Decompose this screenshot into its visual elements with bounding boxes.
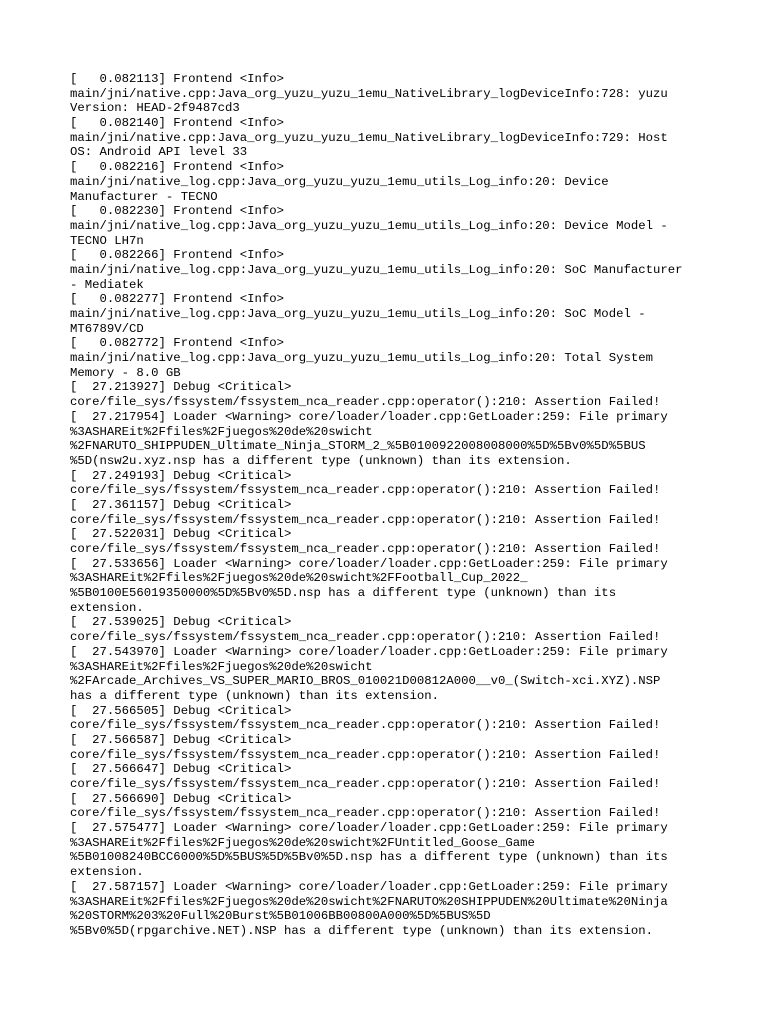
log-line: core/file_sys/fssystem/fssystem_nca_reader.cpp:operator():210: Assertion Failed! xyxy=(70,630,661,645)
log-line: %5Bv0%5D(rpgarchive.NET).NSP has a different type (unknown) than its extension. xyxy=(70,923,653,938)
log-line: [ 0.082113] Frontend <Info> xyxy=(70,72,285,86)
log-line: Manufacturer - TECNO xyxy=(70,189,218,204)
log-line: [ 27.213927] Debug <Critical> xyxy=(70,380,292,395)
log-line: %2FNARUTO_SHIPPUDEN_Ultimate_Ninja_STORM_2_%5B0100922008008000%5D%5Bv0%5D%5BUS xyxy=(70,439,646,454)
log-line: [ 27.522031] Debug <Critical> xyxy=(70,527,292,542)
log-line: - Mediatek xyxy=(70,277,144,292)
log-line: %3ASHAREit%2Ffiles%2Fjuegos%20de%20swicht%2FFootball_Cup_2022_ xyxy=(70,571,528,586)
log-line: extension. xyxy=(70,865,144,880)
log-line: [ 0.082266] Frontend <Info> xyxy=(70,248,285,263)
log-line: main/jni/native_log.cpp:Java_org_yuzu_yuzu_1emu_utils_Log_info:20: SoC Model - xyxy=(70,307,646,321)
log-line: main/jni/native_log.cpp:Java_org_yuzu_yuzu_1emu_utils_Log_info:20: Device Model - xyxy=(70,218,668,233)
log-line: [ 27.543970] Loader <Warning> core/loader/loader.cpp:GetLoader:259: File primary xyxy=(70,644,668,659)
log-line: main/jni/native_log.cpp:Java_org_yuzu_yuzu_1emu_utils_Log_info:20: Device xyxy=(70,174,609,189)
log-line: main/jni/native_log.cpp:Java_org_yuzu_yuzu_1emu_utils_Log_info:20: Total System xyxy=(70,351,653,366)
log-line: [ 27.587157] Loader <Warning> core/loader/loader.cpp:GetLoader:259: File primary xyxy=(70,879,668,894)
log-line: %2FArcade_Archives_VS_SUPER_MARIO_BROS_010021D00812A000__v0_(Switch-xci.XYZ).NSP xyxy=(70,674,661,689)
log-line: core/file_sys/fssystem/fssystem_nca_reader.cpp:operator():210: Assertion Failed! xyxy=(70,483,661,498)
log-line: core/file_sys/fssystem/fssystem_nca_reader.cpp:operator():210: Assertion Failed! xyxy=(70,512,661,527)
log-line: %5D(nsw2u.xyz.nsp has a different type (unknown) than its extension. xyxy=(70,453,572,468)
log-line: %5B01008240BCC6000%5D%5BUS%5D%5Bv0%5D.nsp has a different type (unknown) than its xyxy=(70,850,668,865)
log-line: [ 0.082772] Frontend <Info> xyxy=(70,336,285,351)
log-line: OS: Android API level 33 xyxy=(70,145,248,160)
log-line: main/jni/native.cpp:Java_org_yuzu_yuzu_1emu_NativeLibrary_logDeviceInfo:729: Host xyxy=(70,130,668,145)
log-line: [ 27.566587] Debug <Critical> xyxy=(70,732,292,747)
log-line: extension. xyxy=(70,600,144,615)
log-line: core/file_sys/fssystem/fssystem_nca_reader.cpp:operator():210: Assertion Failed! xyxy=(70,542,661,556)
log-line: [ 27.533656] Loader <Warning> core/loader/loader.cpp:GetLoader:259: File primary xyxy=(70,556,668,571)
log-document xyxy=(70,72,760,939)
log-line: main/jni/native.cpp:Java_org_yuzu_yuzu_1emu_NativeLibrary_logDeviceInfo:728: yuzu xyxy=(70,86,668,101)
log-line: core/file_sys/fssystem/fssystem_nca_reader.cpp:operator():210: Assertion Failed! xyxy=(70,395,661,410)
log-line: [ 0.082216] Frontend <Info> xyxy=(70,160,285,175)
log-line: [ 27.361157] Debug <Critical> xyxy=(70,497,292,512)
log-line: [ 0.082277] Frontend <Info> xyxy=(70,292,285,307)
log-line: core/file_sys/fssystem/fssystem_nca_reader.cpp:operator():210: Assertion Failed! xyxy=(70,718,661,733)
log-line: MT6789V/CD xyxy=(70,321,144,336)
log-line: Version: HEAD-2f9487cd3 xyxy=(70,101,240,116)
log-line: [ 27.575477] Loader <Warning> core/loader/loader.cpp:GetLoader:259: File primary xyxy=(70,821,668,836)
log-line: [ 27.539025] Debug <Critical> xyxy=(70,615,292,630)
log-line: [ 27.566505] Debug <Critical> xyxy=(70,703,292,718)
log-line: %3ASHAREit%2Ffiles%2Fjuegos%20de%20swicht xyxy=(70,659,373,674)
log-line: [ 27.566647] Debug <Critical> xyxy=(70,762,292,777)
log-line: [ 0.082140] Frontend <Info> xyxy=(70,116,285,131)
log-line: %3ASHAREit%2Ffiles%2Fjuegos%20de%20swicht xyxy=(70,424,373,439)
log-line: [ 27.566690] Debug <Critical> xyxy=(70,791,292,806)
log-line: %3ASHAREit%2Ffiles%2Fjuegos%20de%20swicht%2FUntitled_Goose_Game xyxy=(70,835,535,850)
log-line: has a different type (unknown) than its extension. xyxy=(70,688,439,703)
log-line: core/file_sys/fssystem/fssystem_nca_reader.cpp:operator():210: Assertion Failed! xyxy=(70,747,661,762)
log-line: [ 27.217954] Loader <Warning> core/loader/loader.cpp:GetLoader:259: File primary xyxy=(70,409,668,424)
log-line: [ 0.082230] Frontend <Info> xyxy=(70,204,285,219)
log-line: Memory - 8.0 GB xyxy=(70,365,181,380)
log-line: %5B0100E56019350000%5D%5Bv0%5D.nsp has a different type (unknown) than its xyxy=(70,586,617,601)
log-line: core/file_sys/fssystem/fssystem_nca_reader.cpp:operator():210: Assertion Failed! xyxy=(70,806,661,821)
log-line: TECNO LH7n xyxy=(70,233,144,248)
log-line: %3ASHAREit%2Ffiles%2Fjuegos%20de%20swicht%2FNARUTO%20SHIPPUDEN%20Ultimate%20Ninja xyxy=(70,894,668,909)
log-line: [ 27.249193] Debug <Critical> xyxy=(70,468,292,483)
log-line: %20STORM%203%20Full%20Burst%5B01006BB00800A000%5D%5BUS%5D xyxy=(70,909,491,924)
log-line: core/file_sys/fssystem/fssystem_nca_reader.cpp:operator():210: Assertion Failed! xyxy=(70,777,661,791)
log-line: main/jni/native_log.cpp:Java_org_yuzu_yuzu_1emu_utils_Log_info:20: SoC Manufacturer xyxy=(70,262,683,277)
